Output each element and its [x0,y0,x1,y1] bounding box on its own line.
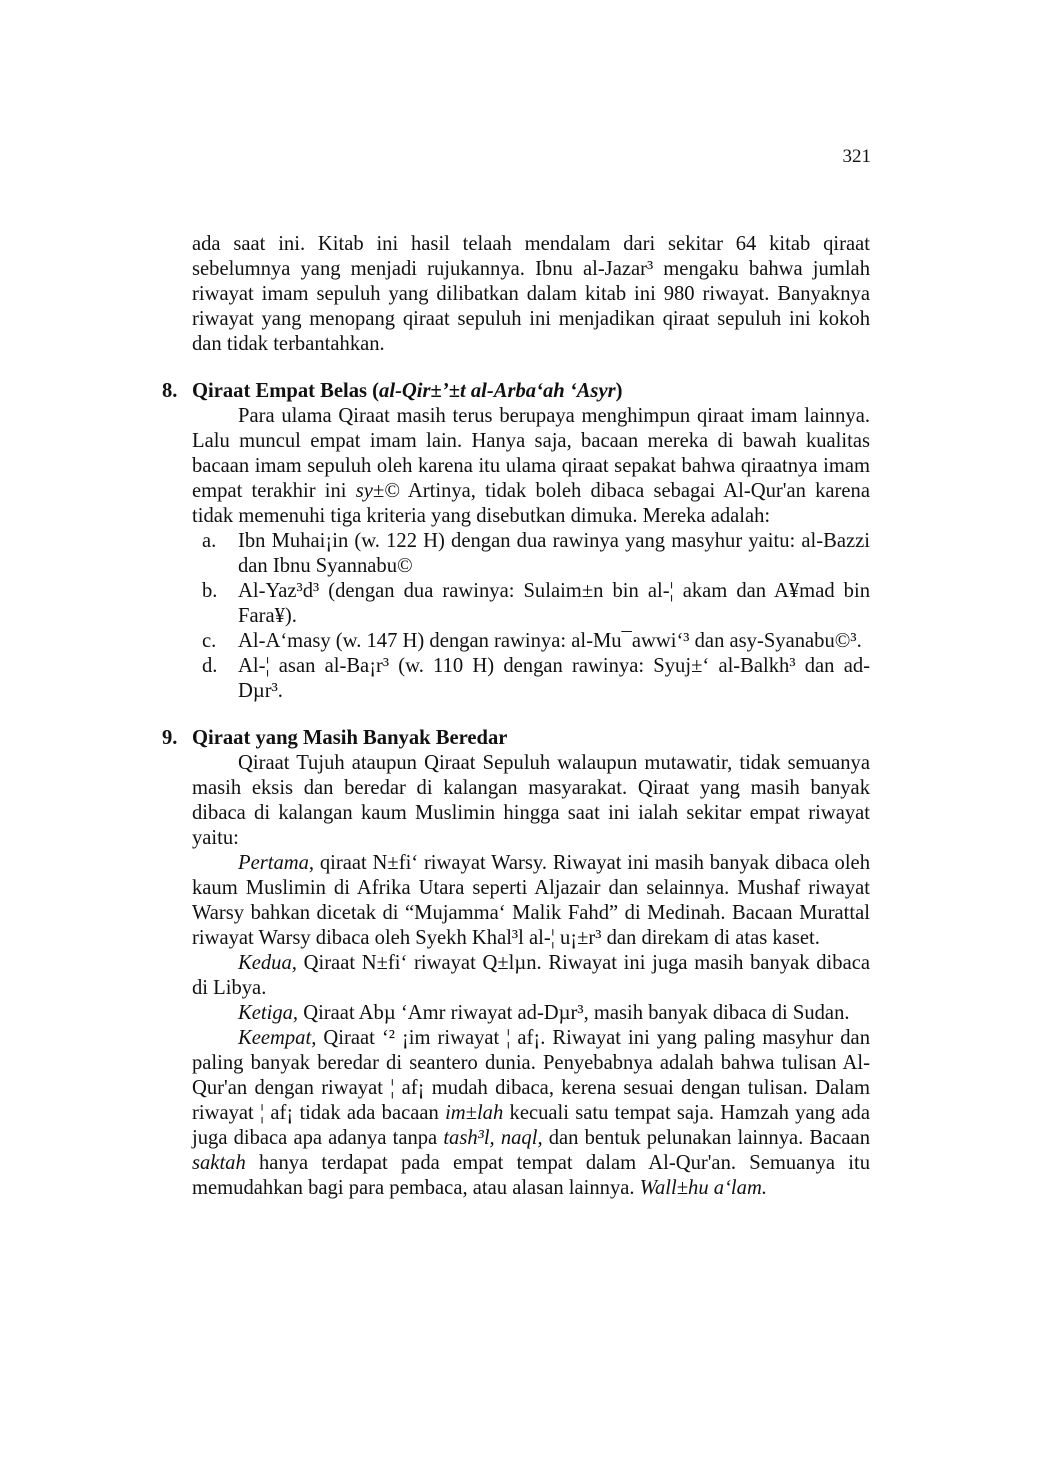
pertama-paragraph: Pertama, qiraat N±fi‘ riwayat Warsy. Riwayat ini masih banyak dibaca oleh kaum Muslimin di Afrika Utara seperti Aljazair dan selainnya. Mushaf riwayat Warsy bahkan dicetak di “Mujamma‘ Malik Fahd” di Medinah. Bacaan Murattal riwayat Warsy dibaca oleh Syekh Khal³l al-¦ u¡±r³ dan direkam di atas kaset. [192,852,870,949]
list-item-text: Ibn Muhai¡in (w. 122 H) dengan dua rawinya yang masyhur yaitu: al-Bazzi dan Ibnu Syannabu© [238,530,870,577]
section-number: 9. [162,727,178,749]
section-title: Qiraat Empat Belas ( [192,380,380,402]
list-marker: d. [202,655,218,677]
section-title: Qiraat yang Masih Banyak Beredar [192,727,508,749]
page-body [162,232,870,1201]
closing-phrase: Wall±hu a‘lam. [639,1177,767,1199]
ketiga-paragraph: Ketiga, Qiraat Abµ ‘Amr riwayat ad-Dµr³, masih banyak dibaca di Sudan. [238,1002,850,1024]
keempat-paragraph: Keempat, Qiraat ‘² ¡im riwayat ¦ af¡. Riwayat ini yang paling masyhur dan paling banyak beredar di seantero dunia. Penyebabnya adalah bahwa tulisan Al-Qur'an dengan riwayat ¦ af¡ mudah dibaca, kerena sesuai dengan tulisan. Dalam riwayat ¦ af¡ tidak ada bacaan im±lah kecuali satu tempat saja. Hamzah yang ada juga dibaca apa adanya tanpa tash³l, naql, dan bentuk pelunakan lainnya. Bacaan saktah hanya terdapat pada empat tempat dalam Al-Qur'an. Semuanya itu memudahkan bagi para pembaca, atau alasan lainnya. Wall±hu a‘lam. [192,1027,870,1199]
list-item [192,529,870,579]
list-item-text: Al-Yaz³d³ (dengan dua rawinya: Sulaim±n bin al-¦ akam dan A¥mad bin Fara¥). [238,580,870,627]
section-8-heading [162,379,870,404]
list-item [192,579,870,629]
page-number: 321 [842,146,871,167]
section-title-italic: al-Qir±’±t al-Arba‘ah ‘Asyr [379,380,616,402]
list-marker: b. [202,580,218,602]
list-item-text: Al-¦ asan al-Ba¡r³ (w. 110 H) dengan rawinya: Syuj±‘ al-Balkh³ dan ad-Dµr³. [238,655,870,702]
list-item-text: Al-A‘masy (w. 147 H) dengan rawinya: al-Mu¯awwi‘³ dan asy-Syanabu©³. [238,630,862,652]
intro-paragraph: ada saat ini. Kitab ini hasil telaah mendalam dari sekitar 64 kitab qiraat sebelumnya yang menjadi rujukannya. Ibnu al-Jazar³ mengaku bahwa jumlah riwayat imam sepuluh yang dilibatkan dalam kitab ini 980 riwayat. Banyaknya riwayat yang menopang qiraat sepuluh ini menjadikan qiraat sepuluh ini kokoh dan tidak terbantahkan. [192,233,870,355]
list-item [192,654,870,704]
imam-list [192,529,870,704]
section-9-heading [162,726,870,751]
kedua-paragraph: Kedua, Qiraat N±fi‘ riwayat Q±lµn. Riwayat ini juga masih banyak dibaca di Libya. [192,952,870,999]
list-marker: c. [202,630,217,652]
list-item [192,629,870,654]
section-number: 8. [162,380,178,402]
section-title-close: ) [615,380,623,402]
section-9-paragraph: Qiraat Tujuh ataupun Qiraat Sepuluh walaupun mutawatir, tidak semuanya masih eksis dan beredar di kalangan masyarakat. Qiraat yang masih banyak dibaca di kalangan kaum Muslimin hingga saat ini ialah sekitar empat riwayat yaitu: [192,752,870,849]
section-8-paragraph: Para ulama Qiraat masih terus berupaya menghimpun qiraat imam lainnya. Lalu muncul empat imam lain. Hanya saja, bacaan mereka di bawah kualitas bacaan imam sepuluh oleh karena itu ulama qiraat sepakat bahwa qiraatnya imam empat terakhir ini sy±© Artinya, tidak boleh dibaca sebagai Al-Qur'an karena tidak memenuhi tiga kriteria yang disebutkan dimuka. Mereka adalah: [192,405,870,527]
list-marker: a. [202,530,217,552]
